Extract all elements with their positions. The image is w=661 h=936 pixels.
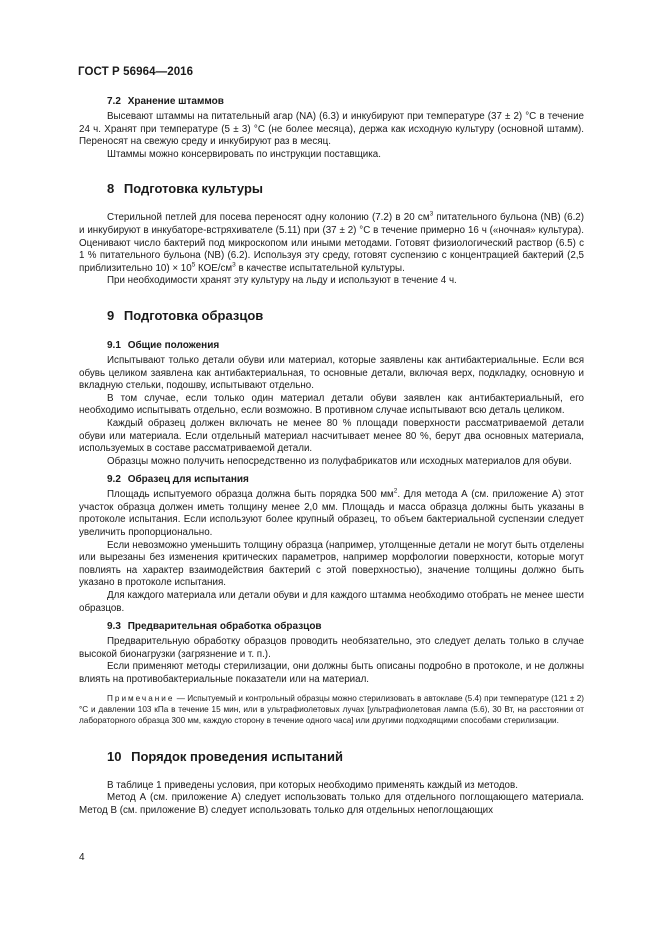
subsection-9-1-heading: 9.1 Общие положения <box>107 339 220 351</box>
paragraph: Образцы можно получить непосредственно из полуфабрикатов или исходных материалов для обуви. <box>107 455 572 467</box>
paragraph: Высевают штаммы на питательный агар (NA) (6.3) и инкубируют при температуре (37 ± 2) °C в течение 24 ч. Хранят при температуре (5 ± 3) °C (не более месяца), держа как исходную культуру (основной штамм). Переносят на свежую среду и инкубируют раз в месяц. <box>79 111 584 148</box>
standard-header: ГОСТ Р 56964—2016 <box>78 66 194 78</box>
paragraph: При необходимости хранят эту культуру на льду и используют в течение 4 ч. <box>107 275 457 287</box>
section-8-heading: 8 Подготовка культуры <box>107 181 264 197</box>
section-9-heading: 9 Подготовка образцов <box>107 307 264 323</box>
paragraph: В таблице 1 приведены условия, при которых необходимо применять каждый из методов. <box>107 779 518 791</box>
paragraph: Площадь испытуемого образца должна быть порядка 500 $мм^2$. Для метода А (см. приложение А) этот участок образца должен иметь толщину менее 2,0 мм. Площадь и масса образца должны быть указаны в протоколе испытания. Если используют более крупный образец, то объем бактериальной суспензии следует увеличить пропорционально. <box>79 488 584 539</box>
document-body <box>79 95 584 818</box>
note: Примечание — Испытуемый и контрольный образцы можно стерилизовать в автоклаве (5.4) при температуре (121 ± 2) °C и давлении 103 кПа в течение 15 мин, или в ультрафиолетовых лучах [ультрафиолетовая лампа (5.6), 30 Вт, на расстоянии от лабораторного образца 300 мм, каждую сторону в течение одного часа] или другими подходящими способами стерилизации. <box>79 693 584 726</box>
paragraph: Испытывают только детали обуви или материал, которые заявлены как антибактериальные. Если вся обувь целиком заявлена как антибактериальная, то основные детали, включая верх, подкладку, основную и вкладную стельки, подошву, испытывают отдельно. <box>79 354 584 392</box>
subsection-9-3-heading: 9.3 Предварительная обработка образцов <box>107 621 322 633</box>
page-number: 4 <box>79 852 85 863</box>
paragraph: Метод А (см. приложение А) следует использовать только для отдельного поглощающего материала. Метод В (см. приложение В) следует использовать только для отдельных непоглощающих <box>79 792 584 816</box>
paragraph: Стерильной петлей для посева переносят одну колонию (7.2) в 20 $см^3$ питательного бульона (NB) (6.2) и инкубируют в инкубаторе-встряхивателе (5.11) при (37 ± 2) °C в течение примерно 16 ч («ночная» культура). Оценивают число бактерий под микроскопом или иными методами. Готовят физиологический раствор (6.5) с 1 % питательного бульона (NB) (6.2). Используя эту среду, готовят суспензию с концентрацией бактерий (2,5 приблизительно $10) \times 10^5$ КОЕ/$см^3$ в качестве испытательной культуры. <box>79 211 585 274</box>
section-10-heading: 10 Порядок проведения испытаний <box>107 748 343 764</box>
paragraph: Штаммы можно консервировать по инструкции поставщика. <box>107 148 381 160</box>
paragraph: Каждый образец должен включать не менее 80 % площади поверхности рассматриваемой детали обуви или материала. Если отдельный материал насчитывает менее 80 %, берут два основных материала, используемых в составе рассматриваемой детали. <box>79 417 584 455</box>
subsection-9-2-heading: 9.2 Образец для испытания <box>107 474 249 486</box>
paragraph: Для каждого материала или детали обуви и для каждого штамма необходимо отобрать не менее шести образцов. <box>79 590 584 614</box>
paragraph: Предварительную обработку образцов проводить необязательно, это следует делать только в случае высокой бионагрузки (загрязнение и т. п.). <box>79 636 584 660</box>
subsection-7-2-heading: 7.2 Хранение штаммов <box>107 96 224 107</box>
paragraph: В том случае, если только один материал детали обуви заявлен как антибактериальный, его необходимо испытывать отдельно, если возможно. В противном случае испытывают всю деталь целиком. <box>79 392 584 417</box>
paragraph: Если применяют методы стерилизации, они должны быть описаны подробно в протоколе, и не должны влиять на противобактериальные показатели или на материал. <box>79 661 584 685</box>
paragraph: Если невозможно уменьшить толщину образца (например, утолщенные детали не могут быть отделены или вырезаны без изменения критических параметров, например морфологии поверхности, которые могут повлиять на характер взаимодействия бактерий с этой поверхностью), значение толщины должно быть указано в протоколе испытания. <box>79 539 584 589</box>
